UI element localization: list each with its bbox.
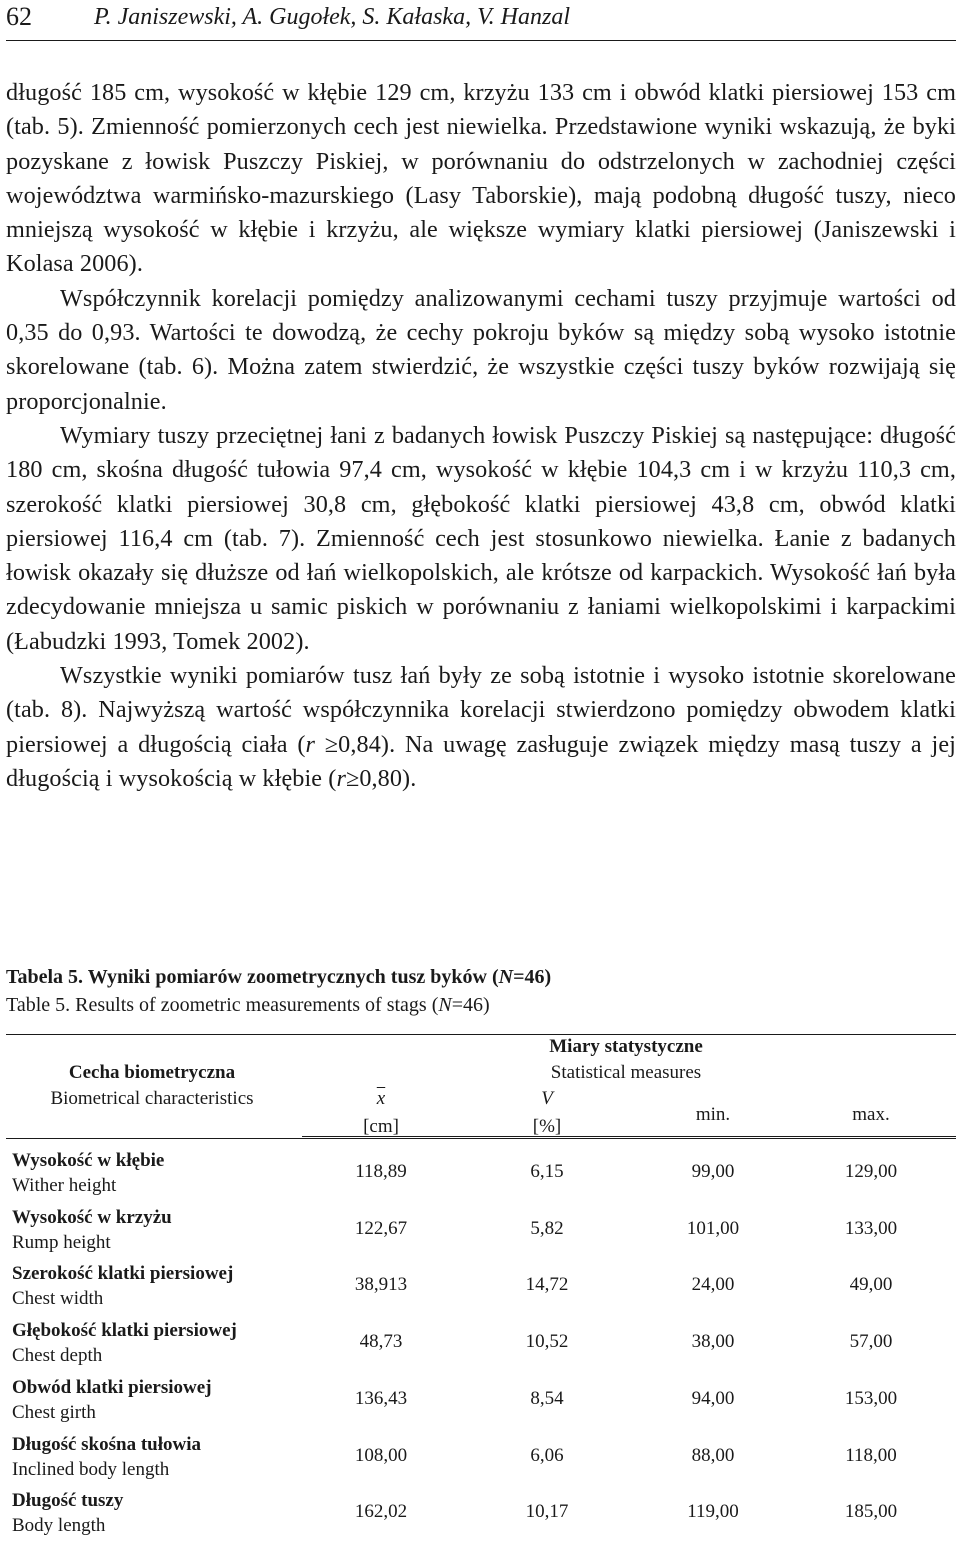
table-header-rule [6, 1138, 956, 1139]
row-label-pl: Obwód klatki piersiowej [12, 1376, 212, 1398]
row-label-en: Chest width [12, 1288, 104, 1310]
table-row-label [12, 1318, 237, 1368]
caption-en-text: Table 5. Results of zoometric measurements of stags ( [6, 994, 439, 1016]
cell-max: 49,00 [849, 1274, 893, 1296]
header-mean-unit: [cm] [363, 1116, 399, 1137]
measurements-table [6, 1030, 956, 1540]
cell-cv: 5,82 [530, 1217, 564, 1239]
table-row-label [12, 1148, 164, 1198]
row-label-en: Chest girth [12, 1401, 96, 1423]
table-caption-en [6, 994, 490, 1017]
table-row-label [12, 1375, 212, 1425]
header-cv-unit: [%] [532, 1116, 562, 1137]
row-label-pl: Szerokość klatki piersiowej [12, 1263, 234, 1285]
cell-mean: 38,913 [354, 1274, 408, 1296]
row-label-en: Rump height [12, 1231, 111, 1253]
table-row-label [12, 1205, 172, 1255]
cell-cv: 10,17 [525, 1501, 569, 1523]
header-feature-en: Biometrical characteristics [50, 1088, 254, 1109]
row-label-en: Inclined body length [12, 1458, 170, 1480]
table-caption-pl [6, 966, 551, 989]
table-top-rule [6, 1034, 956, 1035]
paragraph-4 [6, 659, 956, 796]
cell-min: 88,00 [691, 1444, 735, 1466]
paragraph-4-part-a: Wszystkie wyniki pomiarów tusz łań były ze sobą istotnie i wysoko istotnie skorelowane (tab. 8). Najwyższą wartość współczynnika korelacji stwierdzono pomiędzy obwodem klatki piersiowej a długością ciała ( [6, 662, 956, 758]
cell-mean: 108,00 [354, 1444, 408, 1466]
cell-min: 101,00 [686, 1217, 740, 1239]
cell-max: 118,00 [845, 1444, 897, 1466]
table-row-label [12, 1488, 123, 1538]
cell-mean: 48,73 [359, 1331, 403, 1353]
cell-cv: 8,54 [530, 1387, 564, 1409]
correlation-symbol-r: r [305, 730, 316, 758]
header-group-en: Statistical measures [550, 1062, 702, 1083]
cell-min: 38,00 [691, 1331, 735, 1353]
cell-cv: 14,72 [525, 1274, 569, 1296]
row-label-pl: Głębokość klatki piersiowej [12, 1320, 237, 1342]
cell-max: 185,00 [844, 1501, 898, 1523]
paragraph-4-part-c: ≥0,80). [345, 764, 417, 792]
cell-min: 99,00 [691, 1161, 735, 1182]
paragraph-4-part-b: ≥0,84). Na uwagę zasługuje związek między masą tuszy a jej długością i wysokością w kłębie ( [6, 730, 956, 792]
row-label-pl: Długość tuszy [12, 1490, 124, 1512]
cell-cv: 6,15 [530, 1161, 564, 1182]
row-label-pl: Długość skośna tułowia [12, 1433, 201, 1455]
page-header [6, 0, 956, 41]
body-text [6, 76, 956, 796]
table-row-label [12, 1261, 233, 1311]
row-label-en: Wither height [12, 1175, 117, 1196]
header-cv: V [541, 1088, 553, 1109]
paragraph-2: Współczynnik korelacji pomiędzy analizowanymi cechami tuszy przyjmuje wartości od 0,35 do 0,93. Wartości te dowodzą, że cechy pokroju byków są między sobą wysoko istotnie skorelowane (tab. 6). Można zatem stwierdzić, że wszystkie części tuszy byków rozwijają się proporcjonalnie. [6, 284, 956, 415]
header-max: max. [852, 1104, 890, 1125]
paragraph-3: Wymiary tuszy przeciętnej łani z badanych łowisk Puszczy Piskiej są następujące: długość 180 cm, skośna długość tułowia 97,4 cm, wysokość w kłębie 104,3 cm i w krzyżu 110,3 cm, szerokość klatki piersiowej 30,8 cm, głębokość klatki piersiowej 43,8 cm, obwód klatki piersiowej 116,4 cm (tab. 7). Zmienność cech jest stosunkowo niewielka. Łanie z badanych łowisk okazały się dłuższe od łań wielkopolskich, ale krótsze od karpackich. Wysokość łań była zdecydowanie mniejsza u samic piskich w porównaniu z łaniami wielkopolskimi i karpackimi (Łabudzki 1993, Tomek 2002). [6, 421, 956, 655]
cell-min: 119,00 [687, 1501, 739, 1523]
caption-pl-n: N [498, 966, 514, 988]
row-label-pl: Wysokość w krzyżu [12, 1206, 172, 1228]
correlation-symbol-r: r [336, 764, 346, 792]
caption-en-n: N [438, 994, 452, 1016]
cell-min: 94,00 [691, 1387, 735, 1409]
header-group-pl: Miary statystyczne [549, 1036, 703, 1057]
row-label-en: Body length [12, 1515, 106, 1537]
running-head-authors: P. Janiszewski, A. Gugołek, S. Kałaska, V. Hanzal [94, 4, 570, 30]
cell-mean: 122,67 [354, 1217, 408, 1239]
cell-max: 153,00 [844, 1387, 898, 1409]
header-min: min. [695, 1104, 731, 1125]
caption-pl-text: Tabela 5. Wyniki pomiarów zoometrycznych tusz byków ( [6, 966, 499, 988]
cell-cv: 6,06 [530, 1444, 564, 1466]
cell-min: 24,00 [691, 1274, 735, 1296]
header-feature-pl: Cecha biometryczna [68, 1062, 236, 1083]
header-mean: $\overline{x}$ [376, 1088, 386, 1109]
cell-cv: 10,52 [525, 1331, 569, 1353]
cell-mean: 162,02 [354, 1501, 408, 1523]
cell-max: 133,00 [844, 1217, 898, 1239]
page-number: 62 [6, 2, 32, 31]
row-label-en: Chest depth [12, 1345, 103, 1367]
paragraph-1: długość 185 cm, wysokość w kłębie 129 cm, krzyżu 133 cm i obwód klatki piersiowej 153 cm (tab. 5). Zmienność pomierzonych cech jest niewielka. Przedstawione wyniki wskazują, że byki pozyskane z łowisk Puszczy Piskiej, w porównaniu do odstrzelonych w zachodniej części województwa warmińsko-mazurskiego (Lasy Taborskie), mają podobną długość tuszy, nieco mniejszą wysokość w kłębie i krzyżu, ale większe wymiary klatki piersiowej (Janiszewski i Kolasa 2006). [6, 79, 956, 278]
cell-mean: 136,43 [354, 1387, 408, 1409]
row-label-pl: Wysokość w kłębie [12, 1150, 165, 1171]
cell-max: 57,00 [849, 1331, 893, 1353]
cell-mean: 118,89 [355, 1161, 407, 1182]
cell-max: 129,00 [844, 1161, 898, 1182]
caption-en-count: =46) [451, 994, 490, 1016]
caption-pl-count: =46) [513, 966, 552, 988]
table-row-label [12, 1432, 201, 1482]
